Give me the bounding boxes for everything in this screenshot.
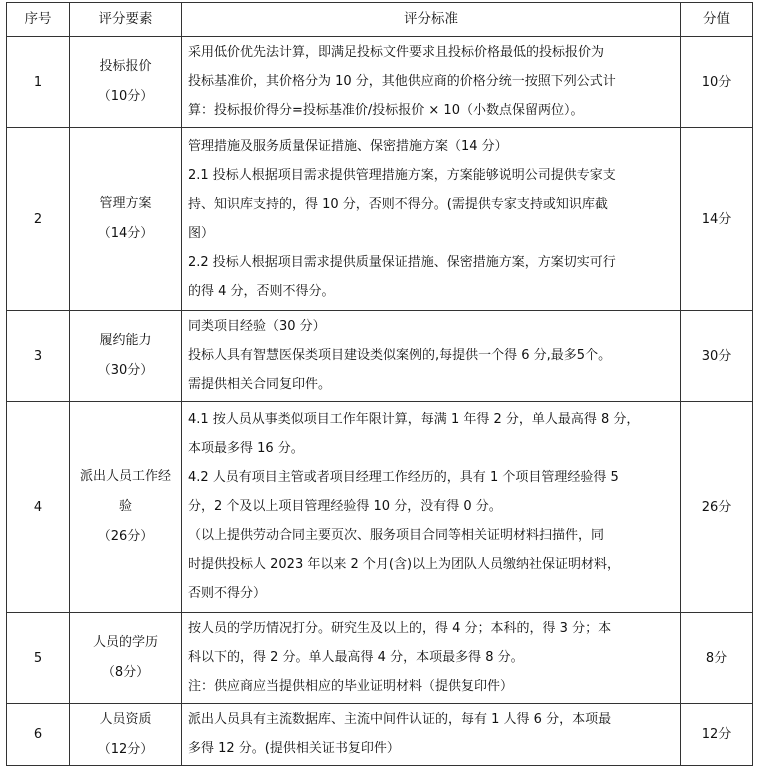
scoring-standard bbox=[182, 128, 681, 311]
standard-line: 本项最多得 16 分。 bbox=[188, 441, 304, 456]
standard-line: 派出人员具有主流数据库、主流中间件认证的，每有 1 人得 6 分，本项最 bbox=[188, 712, 612, 727]
header-item: 评分要素 bbox=[70, 3, 182, 37]
header-standard: 评分标准 bbox=[182, 3, 681, 37]
standard-line: 投标人具有智慧医保类项目建设类似案例的,每提供一个得 6 分,最多5个。 bbox=[188, 348, 612, 363]
item-points: （30分） bbox=[97, 363, 154, 378]
row-number: 5 bbox=[7, 613, 70, 704]
standard-line: 2.1 投标人根据项目需求提供管理措施方案，方案能够说明公司提供专家支 bbox=[188, 167, 616, 183]
standard-line: 4.2 人员有项目主管或者项目经理工作经历的，具有 1 个项目管理经验得 5 bbox=[188, 470, 619, 485]
table-row bbox=[7, 128, 753, 311]
table-row bbox=[7, 311, 753, 402]
scoring-standard bbox=[182, 37, 681, 128]
row-number: 3 bbox=[7, 311, 70, 402]
standard-line: 4.1 按人员从事类似项目工作年限计算，每满 1 年得 2 分，单人最高得 8 分， bbox=[188, 412, 640, 427]
standard-line: 图） bbox=[188, 225, 215, 241]
standard-line: 否则不得分） bbox=[188, 586, 267, 601]
table-row bbox=[7, 704, 753, 766]
item-points: （26分） bbox=[97, 529, 154, 544]
row-number: 4 bbox=[7, 402, 70, 613]
score-value: 12分 bbox=[681, 704, 753, 766]
score-value: 26分 bbox=[681, 402, 753, 613]
scoring-standard bbox=[182, 311, 681, 402]
score-value: 8分 bbox=[681, 613, 753, 704]
item-points: （8分） bbox=[101, 665, 150, 680]
standard-line: 按人员的学历情况打分。研究生及以上的，得 4 分；本科的，得 3 分；本 bbox=[188, 621, 612, 636]
item-name: 人员资质 bbox=[99, 711, 152, 727]
item-name: 人员的学历 bbox=[92, 635, 158, 650]
header-row bbox=[7, 3, 753, 37]
table-body bbox=[7, 37, 753, 766]
item-points: （12分） bbox=[97, 741, 154, 757]
standard-line: 时提供投标人 2023 年以来 2 个月(含)以上为团队人员缴纳社保证明材料， bbox=[188, 557, 621, 572]
standard-line: 持、知识库支持的，得 10 分，否则不得分。(需提供专家支持或知识库截 bbox=[188, 196, 608, 212]
score-value: 14分 bbox=[681, 128, 753, 311]
table-row bbox=[7, 37, 753, 128]
scoring-item bbox=[70, 613, 182, 704]
item-name: 管理方案 bbox=[99, 196, 152, 211]
table-row bbox=[7, 613, 753, 704]
row-number: 6 bbox=[7, 704, 70, 766]
scoring-standard bbox=[182, 704, 681, 766]
score-value: 10分 bbox=[681, 37, 753, 128]
item-name: 派出人员工作经验 bbox=[80, 469, 172, 514]
item-points: （10分） bbox=[97, 89, 154, 104]
scoring-item bbox=[70, 128, 182, 311]
header-no: 序号 bbox=[7, 3, 70, 37]
row-number: 2 bbox=[7, 128, 70, 311]
standard-line: 管理措施及服务质量保证措施、保密措施方案（14 分） bbox=[188, 138, 508, 154]
standard-line: 同类项目经验（30 分） bbox=[188, 319, 326, 334]
scoring-item bbox=[70, 402, 182, 613]
standard-line: 科以下的，得 2 分。单人最高得 4 分，本项最多得 8 分。 bbox=[188, 650, 524, 665]
standard-line: 注：供应商应当提供相应的毕业证明材料（提供复印件） bbox=[188, 679, 514, 694]
row-number: 1 bbox=[7, 37, 70, 128]
item-points: （14分） bbox=[97, 226, 154, 241]
standard-line: 多得 12 分。(提供相关证书复印件） bbox=[188, 741, 400, 756]
standard-line: 投标基准价，其价格分为 10 分，其他供应商的价格分统一按照下列公式计 bbox=[188, 74, 616, 89]
scoring-table bbox=[6, 2, 753, 766]
standard-line: 采用低价优先法计算，即满足投标文件要求且投标价格最低的投标报价为 bbox=[188, 45, 605, 60]
standard-line: 需提供相关合同复印件。 bbox=[188, 377, 332, 392]
scoring-standard bbox=[182, 613, 681, 704]
standard-line: 分，2 个及以上项目管理经验得 10 分，没有得 0 分。 bbox=[188, 499, 502, 514]
scoring-item bbox=[70, 311, 182, 402]
item-name: 投标报价 bbox=[99, 59, 152, 74]
scoring-item bbox=[70, 704, 182, 766]
header-score: 分值 bbox=[681, 3, 753, 37]
scoring-item bbox=[70, 37, 182, 128]
score-value: 30分 bbox=[681, 311, 753, 402]
standard-line: 2.2 投标人根据项目需求提供质量保证措施、保密措施方案，方案切实可行 bbox=[188, 254, 616, 270]
standard-line: 的得 4 分，否则不得分。 bbox=[188, 283, 335, 299]
scoring-standard bbox=[182, 402, 681, 613]
standard-line: （以上提供劳动合同主要页次、服务项目合同等相关证明材料扫描件，同 bbox=[188, 528, 605, 543]
table-row bbox=[7, 402, 753, 613]
standard-line: 算：投标报价得分=投标基准价/投标报价 × 10（小数点保留两位）。 bbox=[188, 103, 584, 118]
item-name: 履约能力 bbox=[99, 333, 152, 348]
